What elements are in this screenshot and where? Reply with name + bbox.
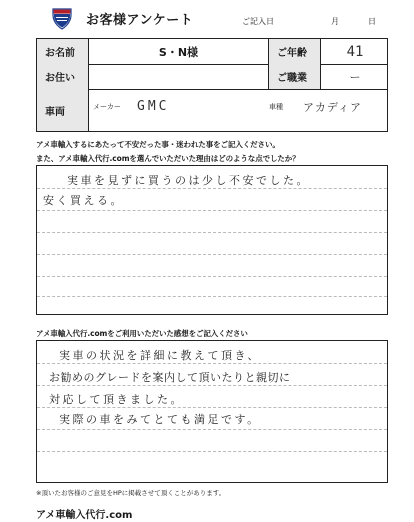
ruled-line xyxy=(37,451,387,452)
answer-line: 安く買える。 xyxy=(43,194,124,207)
model-label: 車種 xyxy=(269,103,283,111)
age-label: ご年齢 xyxy=(269,39,321,64)
question1-line1: アメ車輸入するにあたって不安だった事・迷われた事をご記入ください。 xyxy=(36,140,280,149)
question1-answer-box[interactable] xyxy=(36,165,388,315)
name-row xyxy=(37,39,387,65)
ruled-line xyxy=(37,296,387,297)
question1-line2: また、アメ車輸入代行.comを選んでいただいた理由はどのような点でしたか？ xyxy=(36,154,300,163)
company-logo-icon xyxy=(49,6,75,32)
page-title: お客様アンケート xyxy=(86,13,194,28)
age-field[interactable]: 41 xyxy=(346,43,364,60)
customer-info-table xyxy=(36,38,388,132)
answer-line: 実車を見ずに買うのは少し不安でした。 xyxy=(67,174,310,187)
vehicle-row xyxy=(37,89,387,131)
ruled-line xyxy=(37,232,387,233)
ruled-line xyxy=(37,254,387,255)
maker-label: メーカー xyxy=(93,103,121,111)
ruled-line xyxy=(37,210,387,211)
answer-line: お勧めのグレードを案内して頂いたりと親切に xyxy=(49,371,291,384)
footnote: ※頂いたお客様のご意見をHPに掲載させて頂くことがあります。 xyxy=(36,489,226,497)
address-label: お住い xyxy=(37,64,89,89)
address-row xyxy=(37,64,387,90)
vehicle-label: 車両 xyxy=(37,89,89,131)
ruled-line xyxy=(37,276,387,277)
name-field[interactable]: S・N様 xyxy=(89,39,269,64)
ruled-line xyxy=(37,363,387,364)
ruled-line xyxy=(37,407,387,408)
month-label: 月 xyxy=(331,17,339,26)
ruled-line xyxy=(37,429,387,430)
answer-line: 対応して頂きました。 xyxy=(49,393,184,406)
answer-line: 実際の車をみてとても満足です。 xyxy=(59,413,261,426)
footer-brand: アメ車輸入代行.com xyxy=(36,510,133,521)
question2-line1: アメ車輸入代行.comをご利用いただいた感想をご記入ください xyxy=(36,329,248,338)
answer-line: 実車の状況を詳細に教えて頂き、 xyxy=(59,349,262,362)
vehicle-details xyxy=(89,89,387,131)
occupation-label: ご職業 xyxy=(269,64,321,89)
maker-field[interactable]: GMC xyxy=(137,99,170,114)
question2-answer-box[interactable] xyxy=(36,340,388,483)
occupation-field[interactable]: ー xyxy=(349,70,361,84)
day-label: 日 xyxy=(368,17,376,26)
address-field[interactable] xyxy=(89,64,269,89)
name-label: お名前 xyxy=(37,39,89,64)
ruled-line xyxy=(37,385,387,386)
model-field[interactable]: アカディア xyxy=(303,101,363,114)
date-entry-label: ご記入日 xyxy=(242,17,274,26)
ruled-line xyxy=(37,188,387,189)
